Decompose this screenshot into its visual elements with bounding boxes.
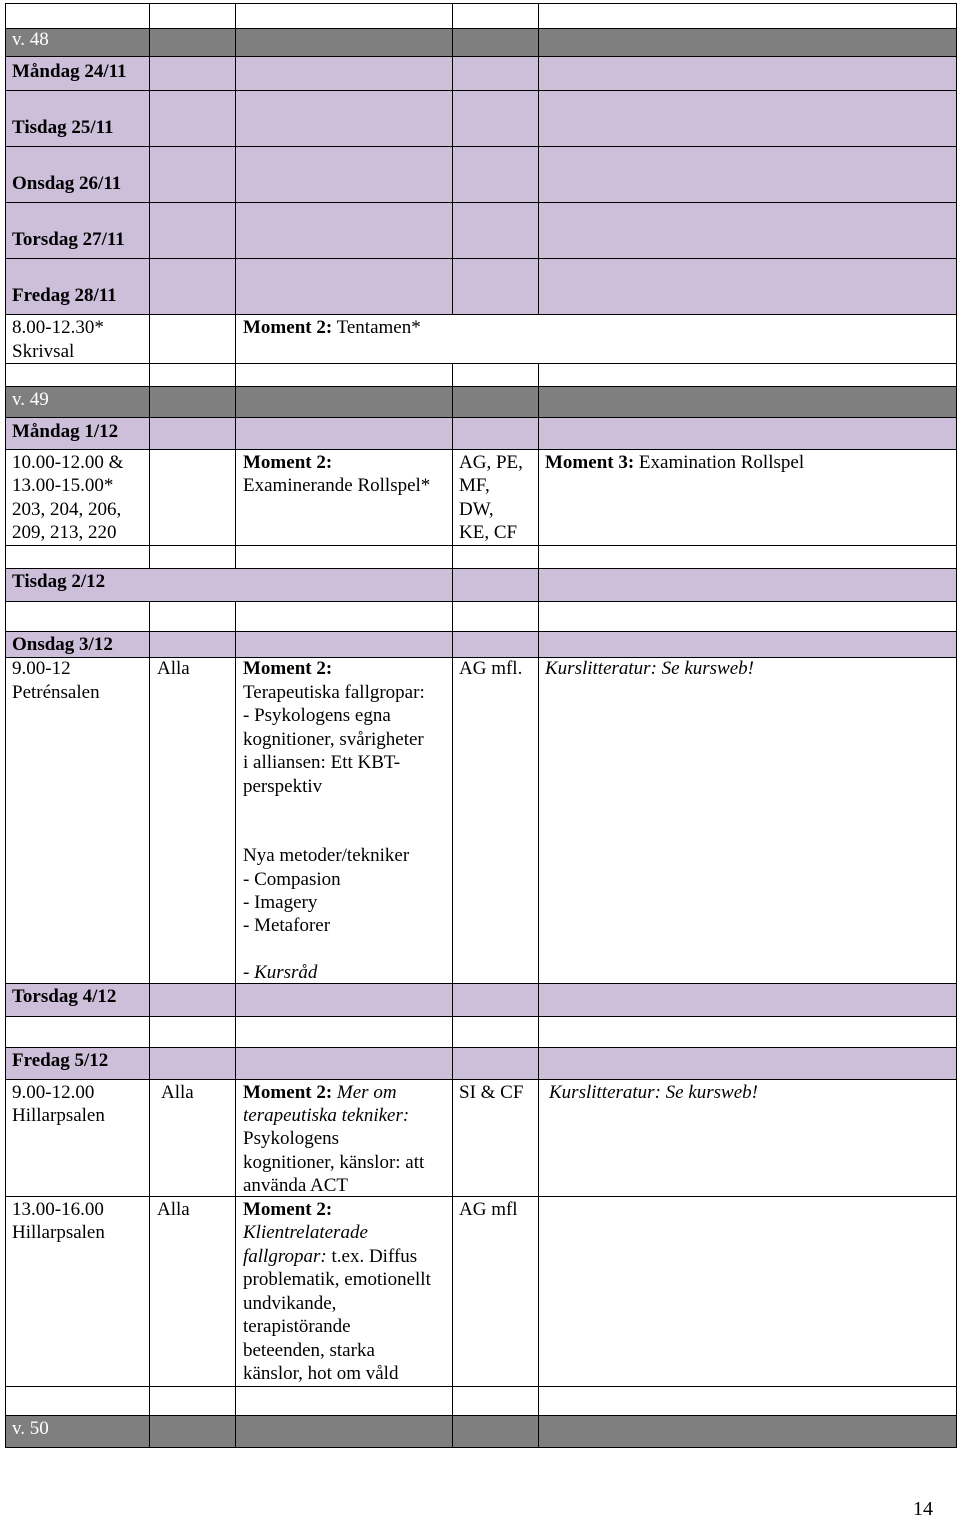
day-label: Tisdag 25/11 — [12, 117, 114, 138]
table-cell — [235, 258, 453, 315]
session-group: Alla — [161, 1082, 194, 1103]
table-cell — [452, 545, 539, 569]
table-cell — [538, 417, 957, 450]
table-cell — [452, 90, 539, 147]
session-room: Petrénsalen — [12, 682, 100, 703]
session-time: 9.00-12 — [12, 658, 71, 679]
session-moment-line: perspektiv — [243, 776, 323, 797]
table-cell — [149, 90, 236, 147]
table-cell — [452, 202, 539, 259]
session-teachers: AG mfl — [459, 1199, 518, 1220]
day-label: Torsdag 27/11 — [12, 229, 125, 250]
table-cell — [538, 202, 957, 259]
table-cell — [149, 1415, 236, 1448]
table-cell — [149, 545, 236, 569]
table-cell — [452, 417, 539, 450]
session-room: Hillarpsalen — [12, 1105, 105, 1126]
session-room: Hillarpsalen — [12, 1222, 105, 1243]
literature-note: Kurslitteratur: Se kursweb! — [549, 1082, 758, 1103]
teacher-line: AG, PE, — [459, 452, 523, 473]
table-cell — [149, 657, 236, 984]
session-teachers: AG mfl. — [459, 658, 523, 679]
table-cell — [538, 146, 957, 203]
session-moment-line: undvikande, — [243, 1293, 337, 1314]
day-label: Fredag 5/12 — [12, 1050, 109, 1071]
session-moment-label: Moment 2: — [243, 658, 333, 679]
table-cell — [452, 258, 539, 315]
merged-cell — [538, 1196, 957, 1387]
kursrad-note: - Kursråd — [243, 962, 318, 983]
table-cell — [452, 657, 539, 984]
table-cell — [452, 56, 539, 91]
table-cell — [235, 631, 453, 658]
table-cell — [149, 1386, 236, 1416]
table-cell — [149, 601, 236, 632]
table-cell — [538, 258, 957, 315]
table-cell — [149, 314, 236, 364]
table-cell — [149, 449, 236, 546]
table-cell — [235, 601, 453, 632]
table-cell — [149, 417, 236, 450]
day-label: Onsdag 3/12 — [12, 634, 113, 655]
session-teachers: SI & CF — [459, 1082, 524, 1103]
page-number: 14 — [913, 1498, 933, 1520]
table-cell — [235, 1415, 453, 1448]
table-cell — [538, 1415, 957, 1448]
table-cell — [452, 363, 539, 387]
session-moment-line: använda ACT — [243, 1175, 349, 1196]
week-label: v. 48 — [12, 29, 49, 50]
session-moment-line: Klientrelaterade — [243, 1222, 368, 1243]
rollspel-room-line: 203, 204, 206, — [12, 499, 122, 520]
session-time: 13.00-16.00 — [12, 1199, 104, 1220]
table-cell — [235, 363, 453, 387]
rollspel-time-line: 10.00-12.00 & — [12, 452, 124, 473]
day-label: Måndag 1/12 — [12, 421, 119, 442]
table-cell — [149, 386, 236, 418]
table-cell — [452, 3, 539, 29]
table-cell — [149, 202, 236, 259]
session-moment-line: i alliansen: Ett KBT- — [243, 752, 401, 773]
session-moment-line: beteenden, starka — [243, 1340, 375, 1361]
session-moment-line: fallgropar: t.ex. Diffus — [243, 1246, 418, 1267]
exam-room: Skrivsal — [12, 341, 75, 362]
table-cell — [5, 363, 150, 387]
session-moment-line: Psykologens — [243, 1128, 340, 1149]
day-label: Måndag 24/11 — [12, 61, 127, 82]
teacher-line: DW, — [459, 499, 494, 520]
table-cell — [149, 3, 236, 29]
week-label: v. 50 — [12, 1418, 49, 1439]
table-cell — [538, 631, 957, 658]
table-cell — [538, 1047, 957, 1080]
table-cell — [149, 983, 236, 1017]
table-cell — [538, 386, 957, 418]
rollspel-time-line: 13.00-15.00* — [12, 475, 114, 496]
table-cell — [235, 90, 453, 147]
table-cell — [149, 258, 236, 315]
table-cell — [538, 545, 957, 569]
table-cell — [538, 28, 957, 57]
table-cell — [235, 146, 453, 203]
table-cell — [452, 983, 539, 1017]
day-label: Onsdag 26/11 — [12, 173, 122, 194]
table-cell — [452, 1047, 539, 1080]
table-cell — [452, 631, 539, 658]
week-label: v. 49 — [12, 389, 49, 410]
session-moment-line: - Psykologens egna — [243, 705, 391, 726]
table-cell — [5, 1016, 150, 1048]
literature-note: Kurslitteratur: Se kursweb! — [545, 658, 754, 679]
table-cell — [235, 3, 453, 29]
table-cell — [538, 3, 957, 29]
session-moment: Moment 2: Mer om — [243, 1082, 397, 1103]
table-cell — [235, 1047, 453, 1080]
rollspel-note: Moment 3: Examination Rollspel — [545, 452, 805, 473]
day-label: Fredag 28/11 — [12, 285, 117, 306]
session-moment-line: kognitioner, känslor: att — [243, 1152, 425, 1173]
table-cell — [149, 146, 236, 203]
table-cell — [5, 1386, 150, 1416]
merged-cell — [538, 657, 957, 984]
session-moment-line: terapistörande — [243, 1316, 351, 1337]
table-cell — [235, 1016, 453, 1048]
table-cell — [538, 1386, 957, 1416]
table-cell — [452, 1016, 539, 1048]
exam-time: 8.00-12.30* — [12, 317, 104, 338]
table-cell — [538, 1016, 957, 1048]
table-cell — [235, 28, 453, 57]
methods-line: Nya metoder/tekniker — [243, 845, 410, 866]
table-cell — [538, 90, 957, 147]
session-group: Alla — [157, 658, 190, 679]
rollspel-moment-text: Examinerande Rollspel* — [243, 475, 431, 496]
table-cell — [235, 545, 453, 569]
rollspel-moment-label: Moment 2: — [243, 452, 333, 473]
table-cell — [235, 1386, 453, 1416]
session-moment-line: Terapeutiska fallgropar: — [243, 682, 425, 703]
exam-moment: Moment 2: Tentamen* — [243, 317, 421, 338]
table-cell — [235, 56, 453, 91]
table-cell — [235, 983, 453, 1017]
table-cell — [149, 631, 236, 658]
session-moment-line: känslor, hot om våld — [243, 1363, 399, 1384]
methods-line: - Imagery — [243, 892, 318, 913]
table-cell — [538, 56, 957, 91]
methods-line: - Metaforer — [243, 915, 331, 936]
rollspel-room-line: 209, 213, 220 — [12, 522, 117, 543]
table-cell — [452, 386, 539, 418]
table-cell — [538, 601, 957, 632]
table-cell — [538, 983, 957, 1017]
table-cell — [149, 28, 236, 57]
table-cell — [235, 386, 453, 418]
day-label: Tisdag 2/12 — [12, 571, 106, 592]
table-cell — [5, 657, 150, 984]
table-cell — [235, 417, 453, 450]
table-cell — [5, 3, 150, 29]
table-cell — [452, 1415, 539, 1448]
table-cell — [149, 1047, 236, 1080]
table-cell — [452, 1386, 539, 1416]
table-cell — [452, 1196, 539, 1387]
table-cell — [538, 363, 957, 387]
table-cell — [149, 363, 236, 387]
session-time: 9.00-12.00 — [12, 1082, 95, 1103]
teacher-line: KE, CF — [459, 522, 518, 543]
table-cell — [149, 1016, 236, 1048]
day-label: Torsdag 4/12 — [12, 986, 117, 1007]
table-cell — [5, 601, 150, 632]
table-cell — [149, 1196, 236, 1387]
methods-line: - Compasion — [243, 869, 341, 890]
table-cell — [235, 202, 453, 259]
table-cell — [538, 568, 957, 602]
teacher-line: MF, — [459, 475, 490, 496]
session-moment-line: kognitioner, svårigheter — [243, 729, 424, 750]
table-cell — [452, 28, 539, 57]
session-moment-line: terapeutiska tekniker: — [243, 1105, 410, 1126]
table-cell — [452, 568, 539, 602]
table-cell — [5, 545, 150, 569]
session-moment-line: problematik, emotionellt — [243, 1269, 431, 1290]
session-moment-label: Moment 2: — [243, 1199, 333, 1220]
session-group: Alla — [157, 1199, 190, 1220]
table-cell — [149, 56, 236, 91]
table-cell — [452, 146, 539, 203]
table-cell — [452, 601, 539, 632]
